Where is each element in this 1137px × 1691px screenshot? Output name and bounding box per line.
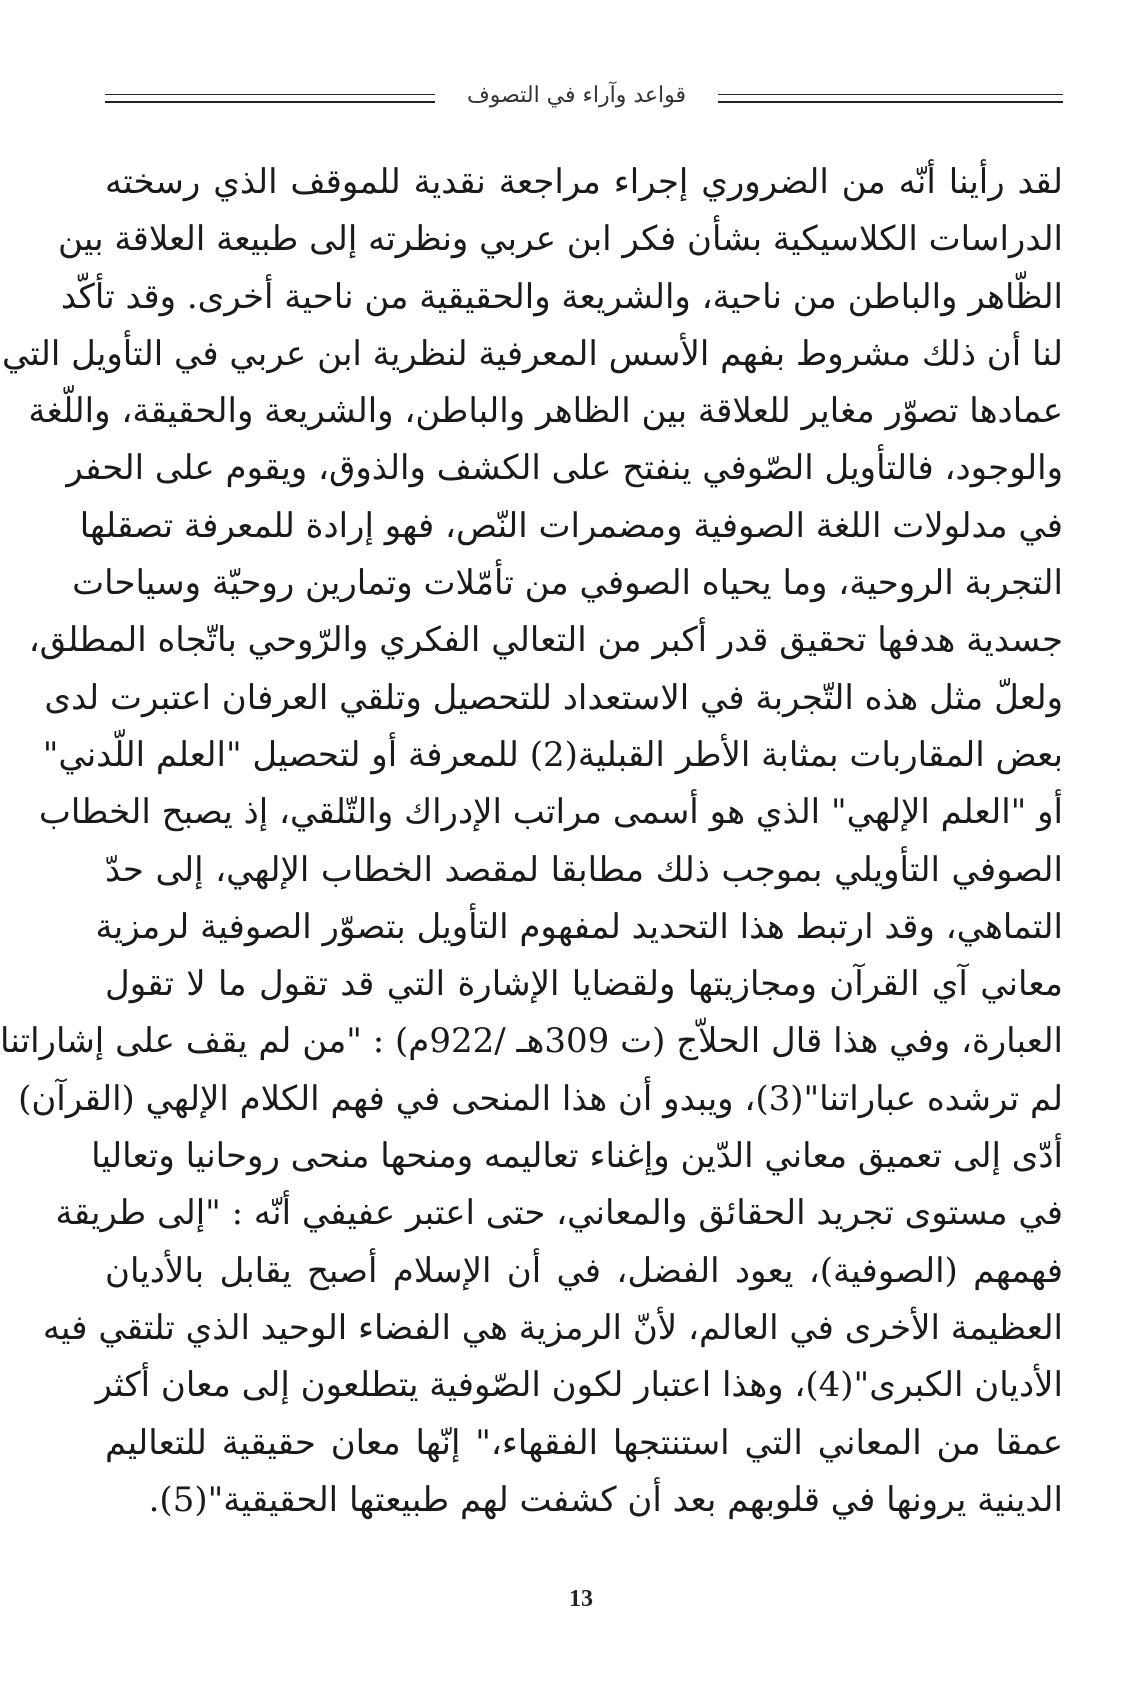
text-line: في مدلولات اللغة الصوفية ومضمرات النّص، فهو إرادة للمعرفة تصقلها [79,505,1063,546]
text-line: التجربة الروحية، وما يحياه الصوفي من تأمّلات وتمارين روحيّة وسياحات [72,563,1063,604]
running-header [105,82,1063,112]
text-line: بعض المقاربات بمثابة الأطر القبلية(2) للمعرفة أو لتحصيل "العلم اللّدني" [42,734,1063,775]
text-line: عمقا من المعاني التي استنتجها الفقهاء،" إنّها معان حقيقية للتعاليم [105,1422,1063,1463]
text-line: الظّاهر والباطن من ناحية، والشريعة والحقيقية من ناحية أخرى. وقد تأكّد [60,276,1063,317]
header-rule-left [105,94,435,103]
text-line: جسدية هدفها تحقيق قدر أكبر من التعالي الفكري والرّوحي باتّجاه المطلق، [28,620,1063,661]
text-line: ولعلّ مثل هذه التّجربة في الاستعداد للتحصيل وتلقي العرفان اعتبرت لدى [44,677,1063,718]
text-line: فهمهم (الصوفية)، يعود الفضل، في أن الإسلام أصبح يقابل بالأديان [105,1250,1063,1291]
running-header-title: قواعد وآراء في التصوف [466,83,687,108]
text-line: الصوفي التأويلي بموجب ذلك مطابقا لمقصد الخطاب الإلهي، إلى حدّ [105,849,1063,890]
text-line: عمادها تصوّر مغاير للعلاقة بين الظاهر والباطن، والشريعة والحقيقة، واللّغة [28,391,1063,432]
text-line: العظيمة الأخرى في العالم، لأنّ الرمزية هي الفضاء الوحيد الذي تلتقي فيه [42,1307,1063,1348]
text-line: والوجود، فالتأويل الصّوفي ينفتح على الكشف والذوق، ويقوم على الحفر [66,448,1063,489]
text-line: العبارة، وفي هذا قال الحلاّج (ت 309هـ /922م) : "من لم يقف على إشاراتنا [0,1021,1063,1062]
text-line: لم ترشده عباراتنا"(3)، ويبدو أن هذا المنحى في فهم الكلام الإلهي (القرآن) [18,1078,1063,1119]
text-line: لنا أن ذلك مشروط بفهم الأسس المعرفية لنظرية ابن عربي في التأويل التي [1,333,1063,374]
text-line-last: الدينية يرونها في قلوبهم بعد أن كشفت لهم طبيعتها الحقيقية"(5). [148,1479,1063,1520]
text-line: في مستوى تجريد الحقائق والمعاني، حتى اعتبر عفيفي أنّه : "إلى طريقة [55,1193,1063,1234]
text-line: معاني آي القرآن ومجازيتها ولقضايا الإشارة التي قد تقول ما لا تقول [105,964,1063,1005]
text-line: الأديان الكبرى"(4)، وهذا اعتبار لكون الصّوفية يتطلعون إلى معان أكثر [95,1365,1063,1406]
text-line: التماهي، وقد ارتبط هذا التحديد لمفهوم التأويل بتصوّر الصوفية لرمزية [95,906,1063,947]
header-rule-right [718,94,1063,103]
text-line: أدّى إلى تعميق معاني الدّين وإغناء تعاليمه ومنحها منحى روحانيا وتعاليا [91,1136,1063,1177]
page-number: 13 [569,1586,593,1612]
body-paragraph [0,154,1063,1529]
text-line: لقد رأينا أنّه من الضروري إجراء مراجعة نقدية للموقف الذي رسخته [105,162,1063,202]
text-line: أو "العلم الإلهي" الذي هو أسمى مراتب الإدراك والتّلقي، إذ يصبح الخطاب [38,792,1063,833]
text-line: الدراسات الكلاسيكية بشأن فكر ابن عربي ونظرته إلى طبيعة العلاقة بين [57,219,1063,260]
